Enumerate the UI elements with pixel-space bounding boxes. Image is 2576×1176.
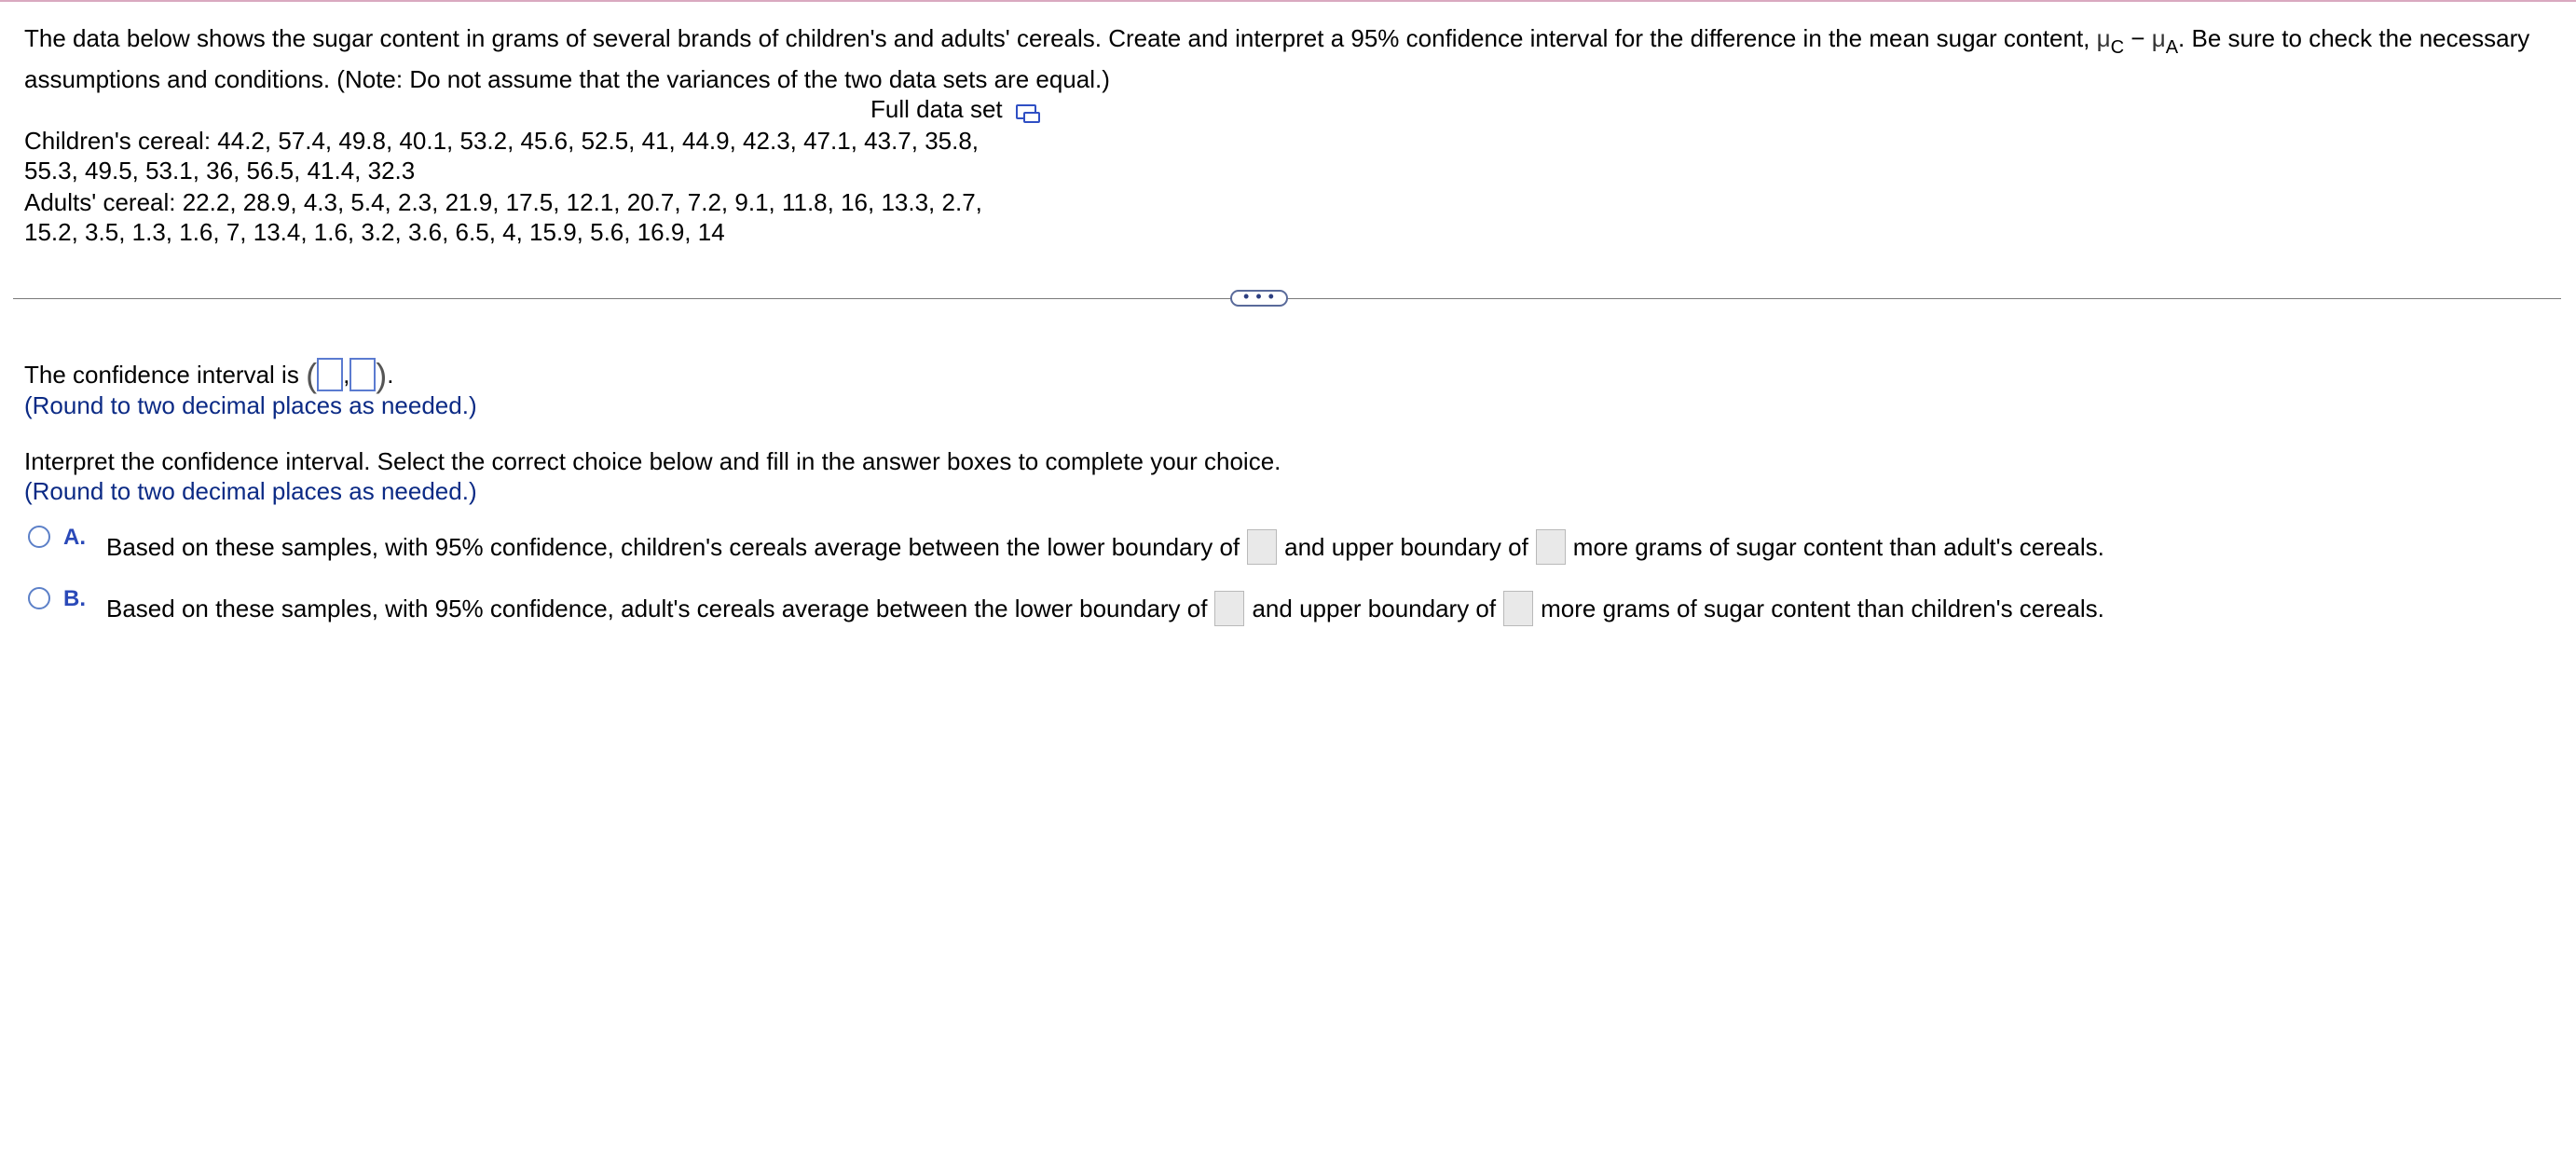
full-data-set-link[interactable] (870, 95, 1036, 124)
adults-data-line-2: 15.2, 3.5, 1.3, 1.6, 7, 13.4, 1.6, 3.2, 3.6, 6.5, 4, 15.9, 5.6, 16.9, 14 (24, 218, 725, 246)
interpret-round-note: (Round to two decimal places as needed.) (24, 477, 477, 505)
copy-window-icon[interactable] (1016, 104, 1036, 119)
mu-symbol-c: μ (2096, 24, 2111, 52)
option-b-upper-input[interactable] (1503, 591, 1533, 626)
option-a-text (106, 529, 2104, 565)
option-b-letter[interactable]: B. (63, 586, 86, 611)
option-b-text (106, 591, 2104, 626)
full-data-set-label[interactable]: Full data set (870, 95, 1003, 123)
children-data-line-1: Children's cereal: 44.2, 57.4, 49.8, 40.1, 53.2, 45.6, 52.5, 41, 44.9, 42.3, 47.1, 43.7, 35.8, (24, 127, 980, 155)
option-b-text-part-2: and upper boundary of (1252, 595, 1497, 622)
option-b-text-part-3: more grams of sugar content than children's cereals. (1541, 595, 2104, 622)
confidence-interval-row (24, 356, 394, 395)
option-b-text-part-1: Based on these samples, with 95% confidence, adult's cereals average between the lower boundary of (106, 595, 1208, 622)
option-b-lower-input[interactable] (1214, 591, 1244, 626)
question-line-1 (24, 24, 2529, 59)
ci-comma: , (343, 361, 350, 389)
option-a-text-part-2: and upper boundary of (1284, 533, 1528, 561)
option-a-upper-input[interactable] (1536, 529, 1566, 565)
children-data-line-2: 55.3, 49.5, 53.1, 36, 56.5, 41.4, 32.3 (24, 157, 416, 185)
subscript-a: A (2165, 37, 2179, 58)
expand-more-button[interactable]: • • • (1230, 290, 1288, 307)
option-a-letter[interactable]: A. (63, 525, 86, 550)
option-a-text-part-3: more grams of sugar content than adult's cereals. (1572, 533, 2104, 561)
ci-round-note: (Round to two decimal places as needed.) (24, 391, 477, 419)
open-paren: ( (306, 356, 318, 394)
question-text-b: . Be sure to check the necessary (2178, 24, 2530, 52)
option-b-radio[interactable] (28, 587, 50, 609)
minus-sign: − (2124, 24, 2152, 52)
ci-lower-input[interactable] (317, 358, 343, 391)
close-paren: ) (376, 356, 388, 394)
interpret-prompt: Interpret the confidence interval. Select the correct choice below and fill in the answer boxes to complete your choice. (24, 447, 1281, 475)
ci-upper-input[interactable] (349, 358, 376, 391)
option-a-lower-input[interactable] (1247, 529, 1277, 565)
question-text-a: The data below shows the sugar content in grams of several brands of children's and adults' cereals. Create and interpret a 95% confidence interval for the difference in the mean sugar content, (24, 24, 2097, 52)
mu-symbol-a: μ (2151, 24, 2166, 52)
question-line-2: assumptions and conditions. (Note: Do not assume that the variances of the two data sets are equal.) (24, 65, 1110, 93)
option-a-radio[interactable] (28, 526, 50, 548)
adults-data-line-1: Adults' cereal: 22.2, 28.9, 4.3, 5.4, 2.3, 21.9, 17.5, 12.1, 20.7, 7.2, 9.1, 11.8, 16, 13.3, 2.7, (24, 188, 982, 216)
subscript-c: C (2110, 37, 2125, 58)
ci-period: . (387, 361, 394, 389)
option-a-text-part-1: Based on these samples, with 95% confidence, children's cereals average between the lower boundary of (106, 533, 1240, 561)
ci-prefix: The confidence interval is (24, 361, 299, 389)
